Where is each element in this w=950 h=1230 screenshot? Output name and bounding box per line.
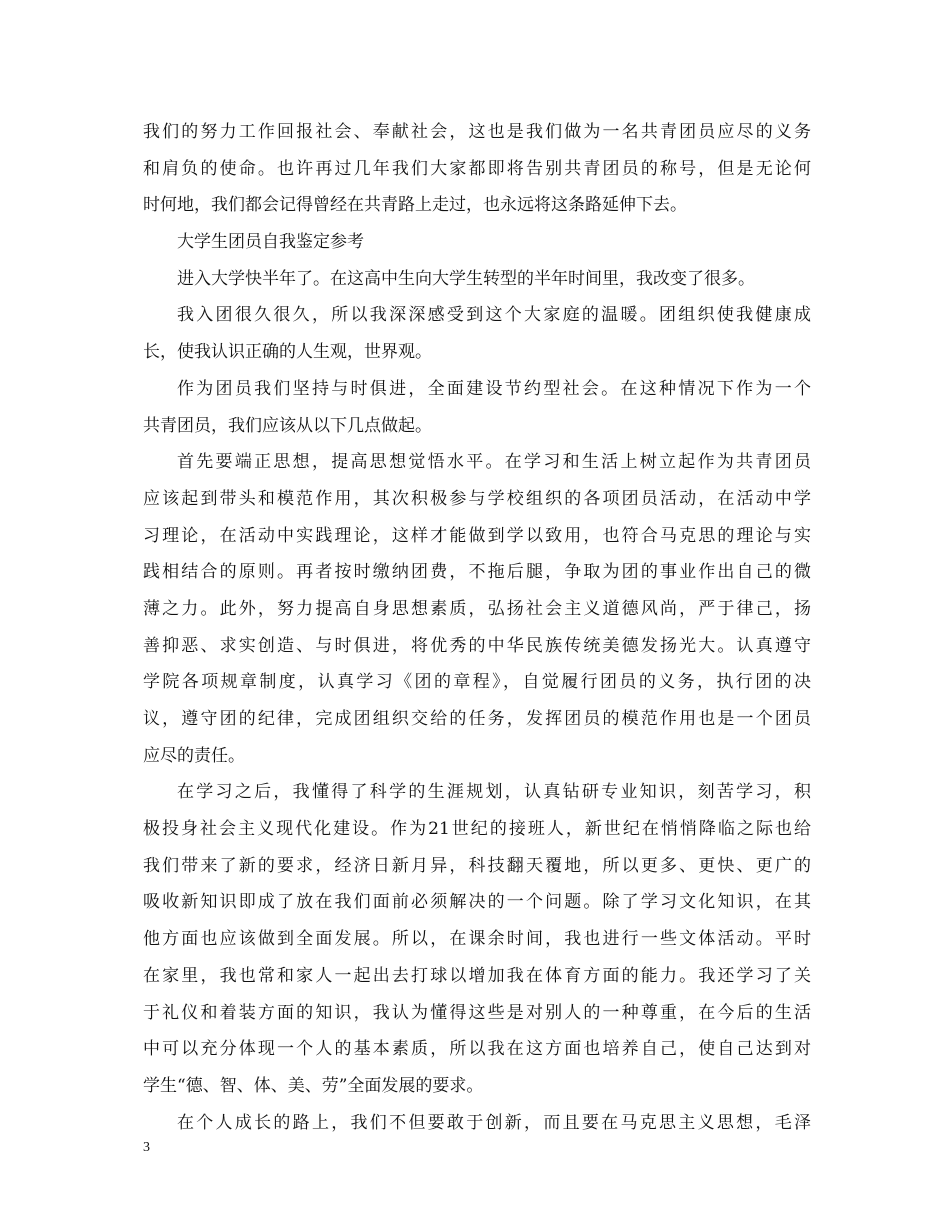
text-line: 时何地，我们都会记得曾经在共青路上走过，也永远将这条路延伸下去。	[143, 195, 687, 216]
text-line: 极投身社会主义现代化建设。作为21世纪的接班人，新世纪在悄悄降临之际也给	[143, 819, 811, 840]
text-line: 学生“德、智、体、美、劳”全面发展的要求。	[143, 1075, 484, 1096]
text-line: 薄之力。此外，努力提高自身思想素质，弘扬社会主义道德风尚，严于律己，扬	[143, 598, 811, 619]
text-line: 首先要端正思想，提高思想觉悟水平。在学习和生活上树立起作为共青团员	[177, 452, 811, 473]
body-text	[143, 114, 811, 1141]
text-line: 应尽的责任。	[143, 745, 245, 766]
text-line: 他方面也应该做到全面发展。所以，在课余时间，我也进行一些文体活动。平时	[143, 929, 811, 950]
text-line: 在个人成长的路上，我们不但要敢于创新，而且要在马克思主义思想，毛泽	[177, 1112, 811, 1133]
text-line: 我们带来了新的要求，经济日新月异，科技翻天覆地，所以更多、更快、更广的	[143, 855, 811, 876]
text-line: 应该起到带头和模范作用，其次积极参与学校组织的各项团员活动，在活动中学	[143, 488, 811, 509]
text-line: 中可以充分体现一个人的基本素质，所以我在这方面也培养自己，使自己达到对	[143, 1039, 811, 1060]
text-line: 习理论，在活动中实践理论，这样才能做到学以致用，也符合马克思的理论与实	[143, 525, 811, 546]
text-line: 我们的努力工作回报社会、奉献社会，这也是我们做为一名共青团员应尽的义务	[143, 122, 811, 142]
text-line: 大学生团员自我鉴定参考	[177, 232, 364, 253]
text-line: 我入团很久很久，所以我深深感受到这个大家庭的温暖。团组织使我健康成	[177, 305, 811, 326]
text-line: 议，遵守团的纪律，完成团组织交给的任务，发挥团员的模范作用也是一个团员	[143, 709, 811, 729]
text-line: 学院各项规章制度，认真学习《团的章程》，自觉履行团员的义务，执行团的决	[143, 672, 811, 693]
text-line: 善抑恶、求实创造、与时俱进，将优秀的中华民族传统美德发扬光大。认真遵守	[143, 635, 811, 656]
text-line: 于礼仪和着装方面的知识，我认为懂得这些是对别人的一种尊重，在今后的生活	[143, 1002, 811, 1023]
text-line: 作为团员我们坚持与时俱进，全面建设节约型社会。在这种情况下作为一个	[177, 378, 811, 399]
text-line: 践相结合的原则。再者按时缴纳团费，不拖后腿，争取为团的事业作出自己的微	[143, 562, 811, 583]
text-line: 进入大学快半年了。在这高中生向大学生转型的半年时间里，我改变了很多。	[177, 268, 755, 289]
page-number: 3	[143, 1140, 150, 1155]
text-line: 共青团员，我们应该从以下几点做起。	[143, 415, 432, 436]
text-line: 长，使我认识正确的人生观，世界观。	[143, 342, 432, 363]
text-line: 吸收新知识即成了放在我们面前必须解决的一个问题。除了学习文化知识，在其	[143, 892, 811, 913]
text-line: 在家里，我也常和家人一起出去打球以增加我在体育方面的能力。我还学习了关	[143, 965, 811, 986]
text-line: 在学习之后，我懂得了科学的生涯规划，认真钻研专业知识，刻苦学习，积	[177, 782, 811, 803]
text-line: 和肩负的使命。也许再过几年我们大家都即将告别共青团员的称号，但是无论何	[143, 158, 811, 179]
